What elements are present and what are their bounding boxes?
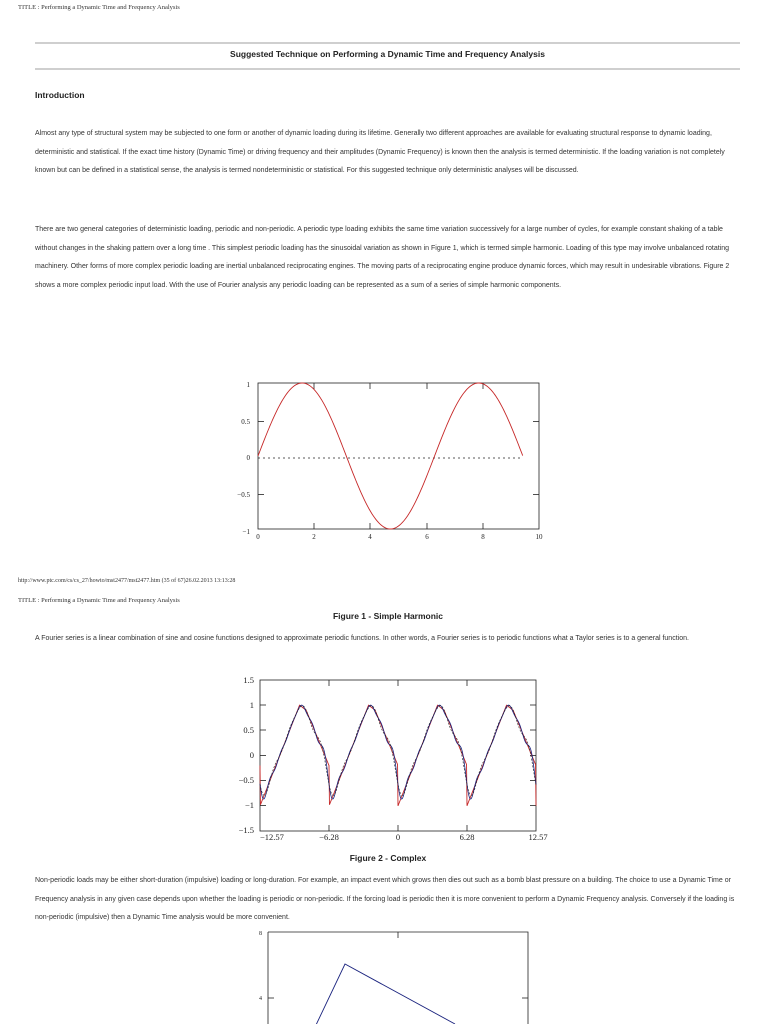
x-tick-label: −12.57 <box>260 832 284 842</box>
x-tick-label: 0 <box>395 832 401 842</box>
fourier-paragraph: A Fourier series is a linear combination of sine and cosine functions designed to approximate periodic functions. In other words, a Fourier series is to periodic functions what a Taylor series is to a general function. <box>35 635 689 642</box>
fourier-approx-curve <box>260 705 536 799</box>
figure-3-frame <box>268 932 528 1024</box>
intro-paragraph-1: Almost any type of structural system may be subjected to one form or another of dynamic loading during its lifetime. Generally two different approaches are available for evaluating structural response to dynamic loading, deterministic and statistical. If the exact time history (Dynamic Time) or driving frequency and their amplitudes (Dynamic Frequency) is known then the analysis is termed deterministic. If the loading variation is not completely known but can be defined in a statistical sense, the analysis is termed nondeterministic or statistical. For this suggested technique only deterministic analyses will be discussed. <box>35 130 725 174</box>
y-tick-label: 4 <box>259 996 262 1002</box>
figure-2-chart <box>228 672 556 844</box>
impulse-curve <box>316 964 455 1024</box>
x-tick-label: 0 <box>256 533 260 541</box>
y-tick-label: 8 <box>259 931 262 937</box>
y-tick-label: −1 <box>242 528 250 536</box>
title-rule-top <box>35 42 740 44</box>
section-heading-introduction: Introduction <box>35 90 85 100</box>
y-tick-label: 1 <box>249 700 254 710</box>
figure-3-chart <box>250 928 535 1024</box>
y-tick-label: 0.5 <box>241 418 250 426</box>
x-tick-label: 2 <box>312 533 316 541</box>
y-tick-label: −1.5 <box>238 825 254 835</box>
page-2-header-title: TITLE : Performing a Dynamic Time and Frequency Analysis <box>18 597 180 604</box>
intro-paragraph-2: There are two general categories of deterministic loading, periodic and non-periodic. A periodic type loading exhibits the same time variation successively for a large number of cycles, for example constant shaking of a table without changes in the shaking pattern over a long time . This simplest periodic loading has the sinusoidal variation as shown in Figure 1, which is termed simple harmonic. Loading of this type may involve unbalanced rotating machinery. Other forms of more complex periodic loading are inertial unbalanced reciprocating engines. The moving parts of a reciprocating engine produce dynamic forces, which may result in undesirable vibrations. Figure 2 shows a more complex periodic input load. With the use of Fourier analysis any periodic loading can be represented as a sum of a series of simple harmonic components. <box>35 226 730 289</box>
y-tick-label: 0 <box>246 454 250 462</box>
x-tick-label: 8 <box>481 533 485 541</box>
x-tick-label: 6 <box>425 533 429 541</box>
y-tick-label: −0.5 <box>237 491 250 499</box>
x-tick-label: 12.57 <box>528 832 548 842</box>
document-title: Suggested Technique on Performing a Dynamic Time and Frequency Analysis <box>230 49 545 59</box>
y-tick-label: −1 <box>244 800 254 810</box>
y-tick-label: 0 <box>249 750 254 760</box>
figure-1-caption: Figure 1 - Simple Harmonic <box>332 611 444 621</box>
y-tick-label: 0.5 <box>243 725 254 735</box>
title-rule-bottom <box>35 68 740 70</box>
figure-1-chart <box>230 378 550 543</box>
sine-curve <box>258 383 523 529</box>
x-tick-label: 6.28 <box>459 832 475 842</box>
non-periodic-paragraph: Non-periodic loads may be either short-duration (impulsive) loading or long-duration. For example, an impact event which grows then dies out such as a bomb blast pressure on a building. The choice to use a Dynamic Time or Frequency analysis in any given case depends upon whether the loading is periodic or non-periodic. If the forcing load is periodic then it is more convenient to perform a Dynamic Frequency analysis. Conversely if the loading is non-periodic (impulsive) then a Dynamic Time analysis would be more convenient. <box>35 877 735 921</box>
x-tick-label: 10 <box>535 533 543 541</box>
y-tick-label: −0.5 <box>238 775 254 785</box>
x-tick-label: 4 <box>368 533 372 541</box>
page-header-title: TITLE : Performing a Dynamic Time and Frequency Analysis <box>18 4 180 11</box>
complex-wave-curve <box>260 705 536 806</box>
figure-2-caption: Figure 2 - Complex <box>349 853 427 863</box>
figure-2-frame <box>260 680 536 831</box>
y-tick-label: 1 <box>246 381 250 389</box>
y-tick-label: 1.5 <box>243 675 254 685</box>
x-tick-label: −6.28 <box>319 832 339 842</box>
page-footer-url: http://www.ptc.com/cs/cs_27/howto/mst2477/mst2477.htm (35 of 67)26.02.2013 13:13:28 <box>18 578 236 584</box>
figure-1-frame <box>258 383 539 529</box>
